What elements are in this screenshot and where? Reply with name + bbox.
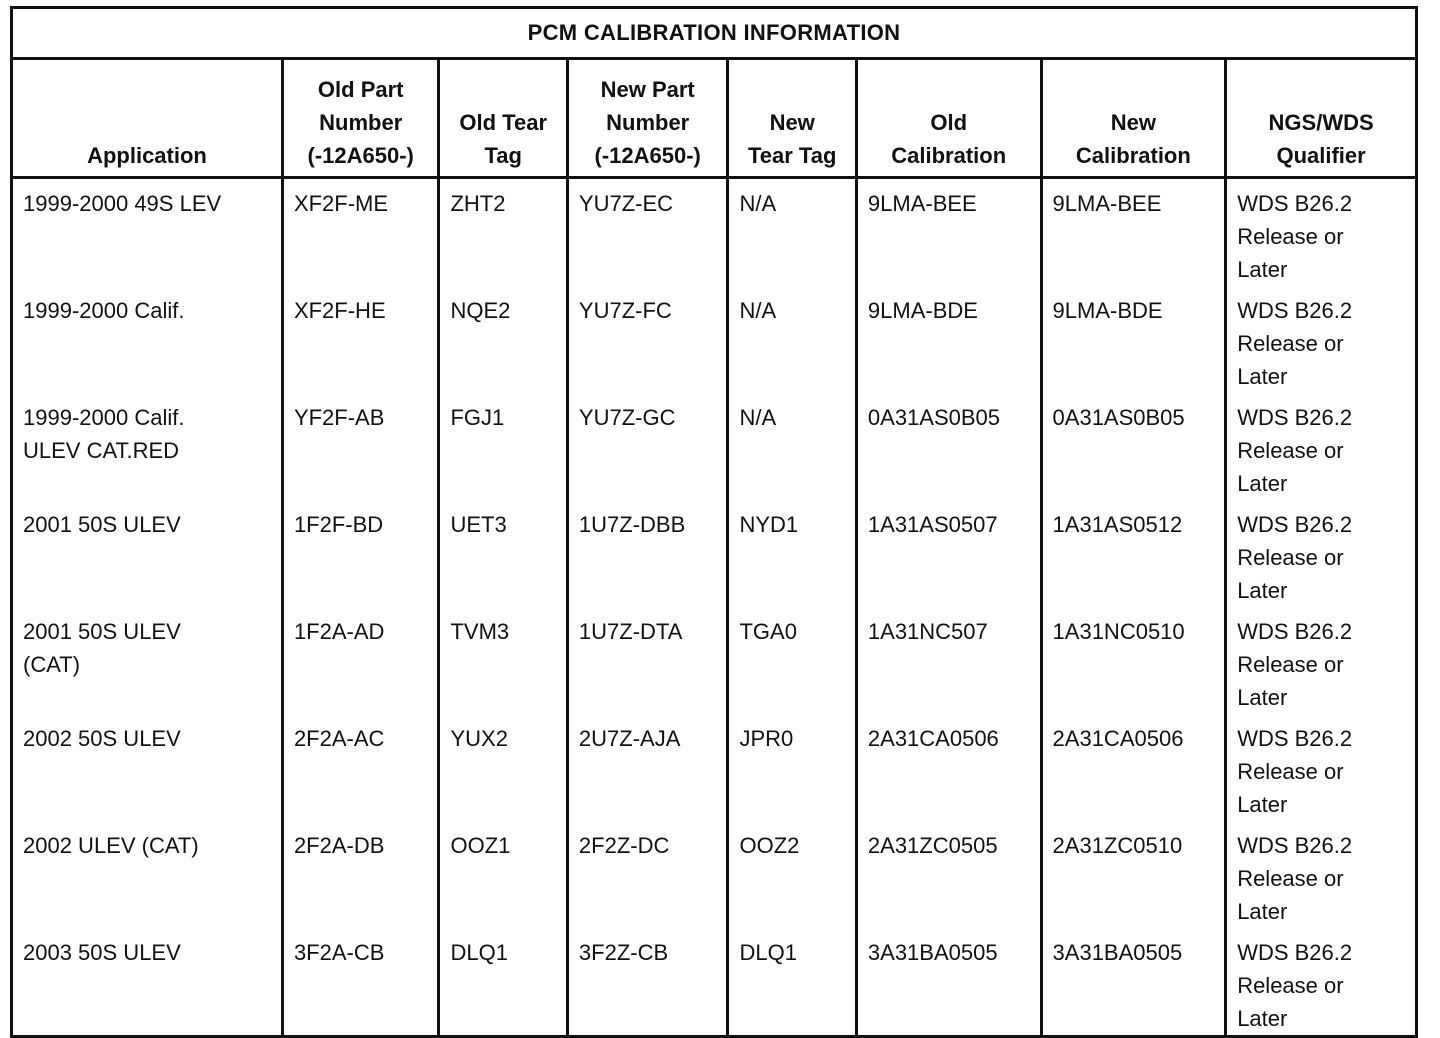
cell-old-part-number: 2F2A-DB [282, 821, 439, 928]
cell-old-part-number: 2F2A-AC [282, 714, 439, 821]
cell-new-calibration: 1A31AS0512 [1041, 500, 1226, 607]
cell-new-tear-tag: N/A [728, 393, 856, 500]
header-label: Old Tear Tag [459, 110, 548, 168]
cell-application: 2002 50S ULEV [12, 714, 283, 821]
cell-old-part-number: 3F2A-CB [282, 928, 439, 1037]
header-qualifier [1226, 59, 1417, 178]
cell-new-calibration: 0A31AS0B05 [1041, 393, 1226, 500]
cell-old-part-number: 1F2F-BD [282, 500, 439, 607]
cell-new-part-number: 1U7Z-DTA [567, 607, 728, 714]
cell-old-tear-tag: TVM3 [439, 607, 567, 714]
header-old-calibration [856, 59, 1041, 178]
header-label: New Part Number (-12A650-) [594, 77, 701, 168]
cell-new-tear-tag: N/A [728, 286, 856, 393]
cell-old-tear-tag: FGJ1 [439, 393, 567, 500]
cell-application: 2003 50S ULEV [12, 928, 283, 1037]
cell-new-tear-tag: JPR0 [728, 714, 856, 821]
cell-old-tear-tag: ZHT2 [439, 178, 567, 287]
cell-application: 1999-2000 Calif. ULEV CAT.RED [12, 393, 283, 500]
cell-new-tear-tag: TGA0 [728, 607, 856, 714]
cell-old-part-number: 1F2A-AD [282, 607, 439, 714]
cell-qualifier: WDS B26.2 Release or Later [1226, 393, 1417, 500]
cell-old-calibration: 2A31CA0506 [856, 714, 1041, 821]
header-new-tear-tag [728, 59, 856, 178]
cell-new-calibration: 2A31CA0506 [1041, 714, 1226, 821]
cell-old-calibration: 3A31BA0505 [856, 928, 1041, 1037]
table-row [12, 500, 1417, 607]
cell-new-calibration: 2A31ZC0510 [1041, 821, 1226, 928]
cell-application: 2002 ULEV (CAT) [12, 821, 283, 928]
cell-new-part-number: YU7Z-FC [567, 286, 728, 393]
header-label: NGS/WDS Qualifier [1268, 110, 1374, 168]
table-row [12, 928, 1417, 1037]
header-old-tear-tag [439, 59, 567, 178]
cell-new-tear-tag: DLQ1 [728, 928, 856, 1037]
table-title-row [12, 8, 1417, 59]
table-row [12, 607, 1417, 714]
table-row [12, 286, 1417, 393]
cell-new-tear-tag: OOZ2 [728, 821, 856, 928]
header-old-part-number [282, 59, 439, 178]
cell-application: 2001 50S ULEV (CAT) [12, 607, 283, 714]
table-title: PCM CALIBRATION INFORMATION [12, 8, 1417, 59]
cell-qualifier: WDS B26.2 Release or Later [1226, 714, 1417, 821]
cell-qualifier: WDS B26.2 Release or Later [1226, 500, 1417, 607]
cell-old-calibration: 0A31AS0B05 [856, 393, 1041, 500]
cell-old-calibration: 1A31AS0507 [856, 500, 1041, 607]
header-new-part-number [567, 59, 728, 178]
cell-old-part-number: YF2F-AB [282, 393, 439, 500]
cell-new-tear-tag: NYD1 [728, 500, 856, 607]
cell-new-part-number: YU7Z-GC [567, 393, 728, 500]
header-label: New Tear Tag [747, 110, 837, 168]
pcm-calibration-table [10, 6, 1418, 1038]
cell-qualifier: WDS B26.2 Release or Later [1226, 286, 1417, 393]
cell-new-calibration: 9LMA-BDE [1041, 286, 1226, 393]
header-label: Old Calibration [891, 110, 1007, 168]
cell-old-tear-tag: OOZ1 [439, 821, 567, 928]
cell-new-calibration: 3A31BA0505 [1041, 928, 1226, 1037]
cell-new-part-number: YU7Z-EC [567, 178, 728, 287]
cell-qualifier: WDS B26.2 Release or Later [1226, 607, 1417, 714]
cell-old-calibration: 2A31ZC0505 [856, 821, 1041, 928]
column-header-row [12, 59, 1417, 178]
cell-new-part-number: 3F2Z-CB [567, 928, 728, 1037]
cell-old-calibration: 9LMA-BEE [856, 178, 1041, 287]
table-row [12, 821, 1417, 928]
header-label: Application [87, 143, 207, 168]
cell-old-part-number: XF2F-ME [282, 178, 439, 287]
cell-new-calibration: 1A31NC0510 [1041, 607, 1226, 714]
cell-application: 2001 50S ULEV [12, 500, 283, 607]
cell-qualifier: WDS B26.2 Release or Later [1226, 928, 1417, 1037]
cell-old-part-number: XF2F-HE [282, 286, 439, 393]
table-row [12, 393, 1417, 500]
header-new-calibration [1041, 59, 1226, 178]
cell-old-tear-tag: DLQ1 [439, 928, 567, 1037]
header-application [12, 59, 283, 178]
cell-old-calibration: 1A31NC507 [856, 607, 1041, 714]
cell-new-calibration: 9LMA-BEE [1041, 178, 1226, 287]
cell-qualifier: WDS B26.2 Release or Later [1226, 821, 1417, 928]
cell-application: 1999-2000 49S LEV [12, 178, 283, 287]
cell-new-part-number: 2U7Z-AJA [567, 714, 728, 821]
cell-new-part-number: 2F2Z-DC [567, 821, 728, 928]
cell-old-tear-tag: NQE2 [439, 286, 567, 393]
table-row [12, 714, 1417, 821]
cell-old-tear-tag: YUX2 [439, 714, 567, 821]
cell-new-tear-tag: N/A [728, 178, 856, 287]
cell-application: 1999-2000 Calif. [12, 286, 283, 393]
header-label: New Calibration [1075, 110, 1191, 168]
cell-old-tear-tag: UET3 [439, 500, 567, 607]
header-label: Old Part Number (-12A650-) [307, 77, 414, 168]
table-row [12, 178, 1417, 287]
cell-qualifier: WDS B26.2 Release or Later [1226, 178, 1417, 287]
cell-old-calibration: 9LMA-BDE [856, 286, 1041, 393]
cell-new-part-number: 1U7Z-DBB [567, 500, 728, 607]
